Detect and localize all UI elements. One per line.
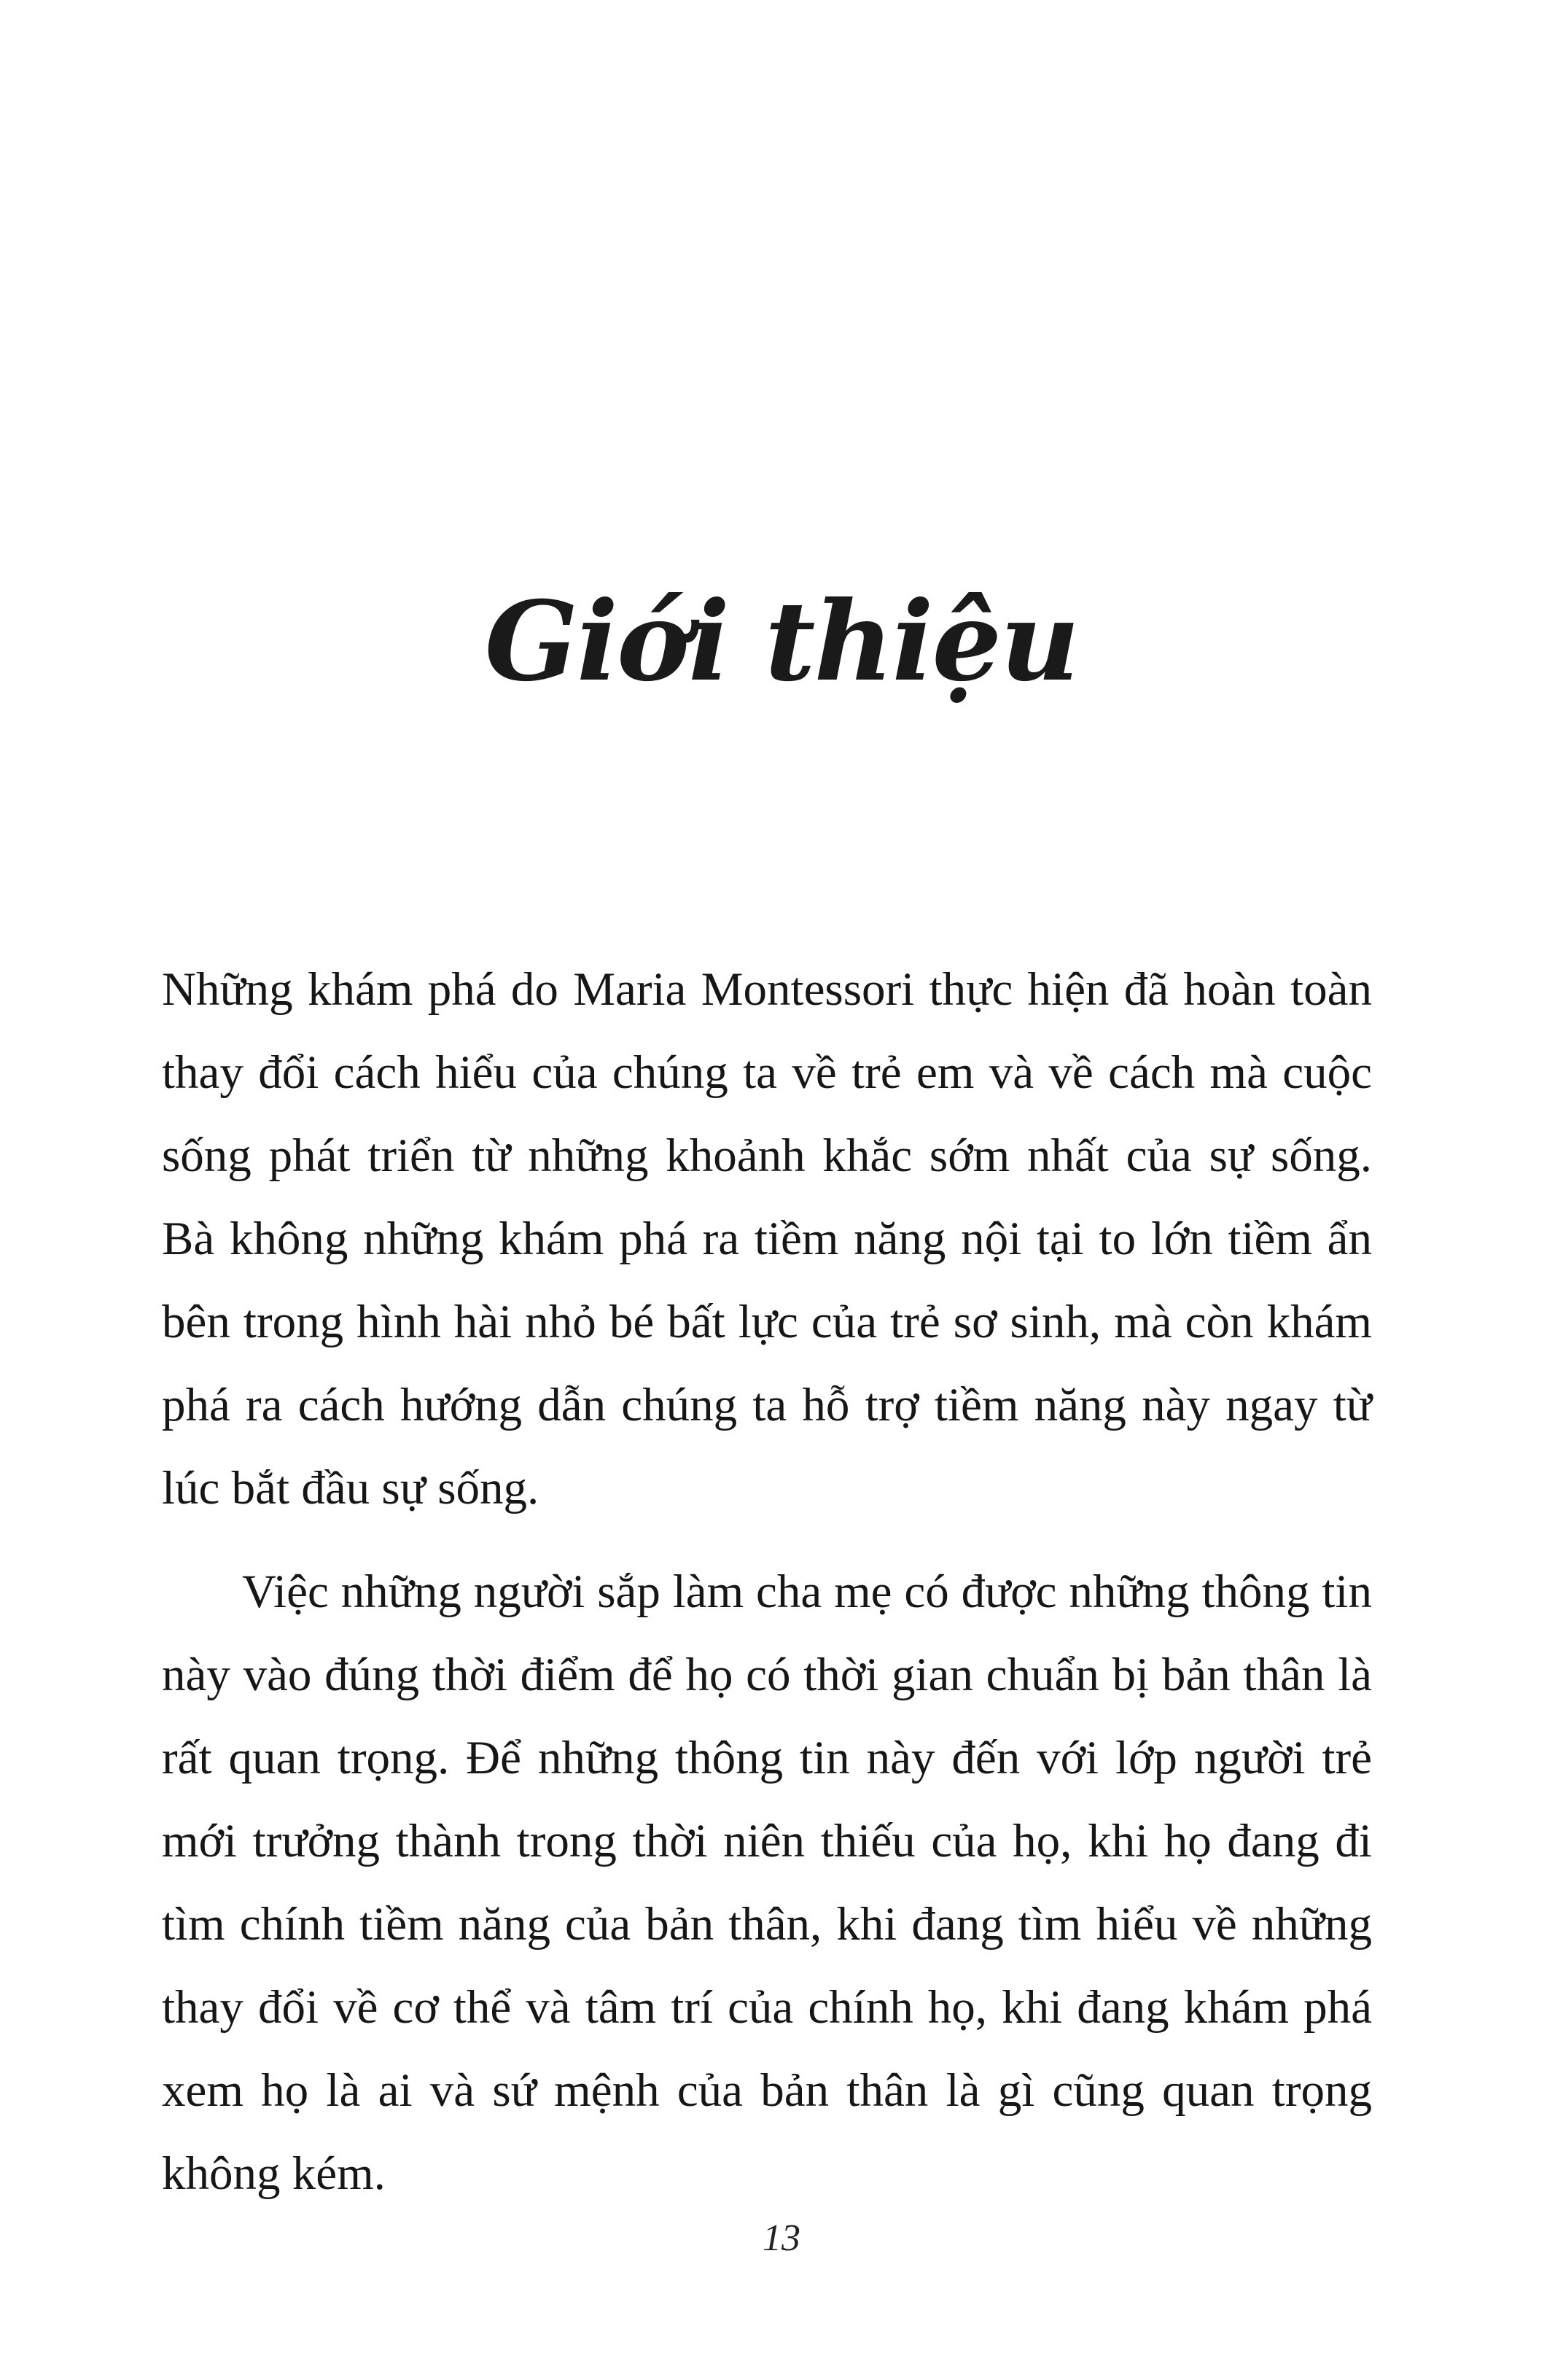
page-number: 13 — [763, 2217, 800, 2259]
paragraph: Những khám phá do Maria Montessori thực hiện đã hoàn toàn thay đổi cách hiểu của chúng ta về trẻ em và về cách mà cuộc sống phát triển từ những khoảnh khắc sớm nhất của sự sống. Bà không những khám phá ra tiềm năng nội tại to lớn tiềm ẩn bên trong hình hài nhỏ bé bất lực của trẻ sơ sinh, mà còn khám phá ra cách hướng dẫn chúng ta hỗ trợ tiềm năng này ngay từ lúc bắt đầu sự sống. — [162, 963, 1372, 1514]
body-text — [162, 948, 1372, 2215]
paragraph: Việc những người sắp làm cha mẹ có được những thông tin này vào đúng thời điểm để họ có thời gian chuẩn bị bản thân là rất quan trọng. Để những thông tin này đến với lớp người trẻ mới trưởng thành trong thời niên thiếu của họ, khi họ đang đi tìm chính tiềm năng của bản thân, khi đang tìm hiểu về những thay đổi về cơ thể và tâm trí của chính họ, khi đang khám phá xem họ là ai và sứ mệnh của bản thân là gì cũng quan trọng không kém. — [162, 1566, 1372, 2200]
chapter-title: Giới thiệu — [484, 578, 1079, 706]
